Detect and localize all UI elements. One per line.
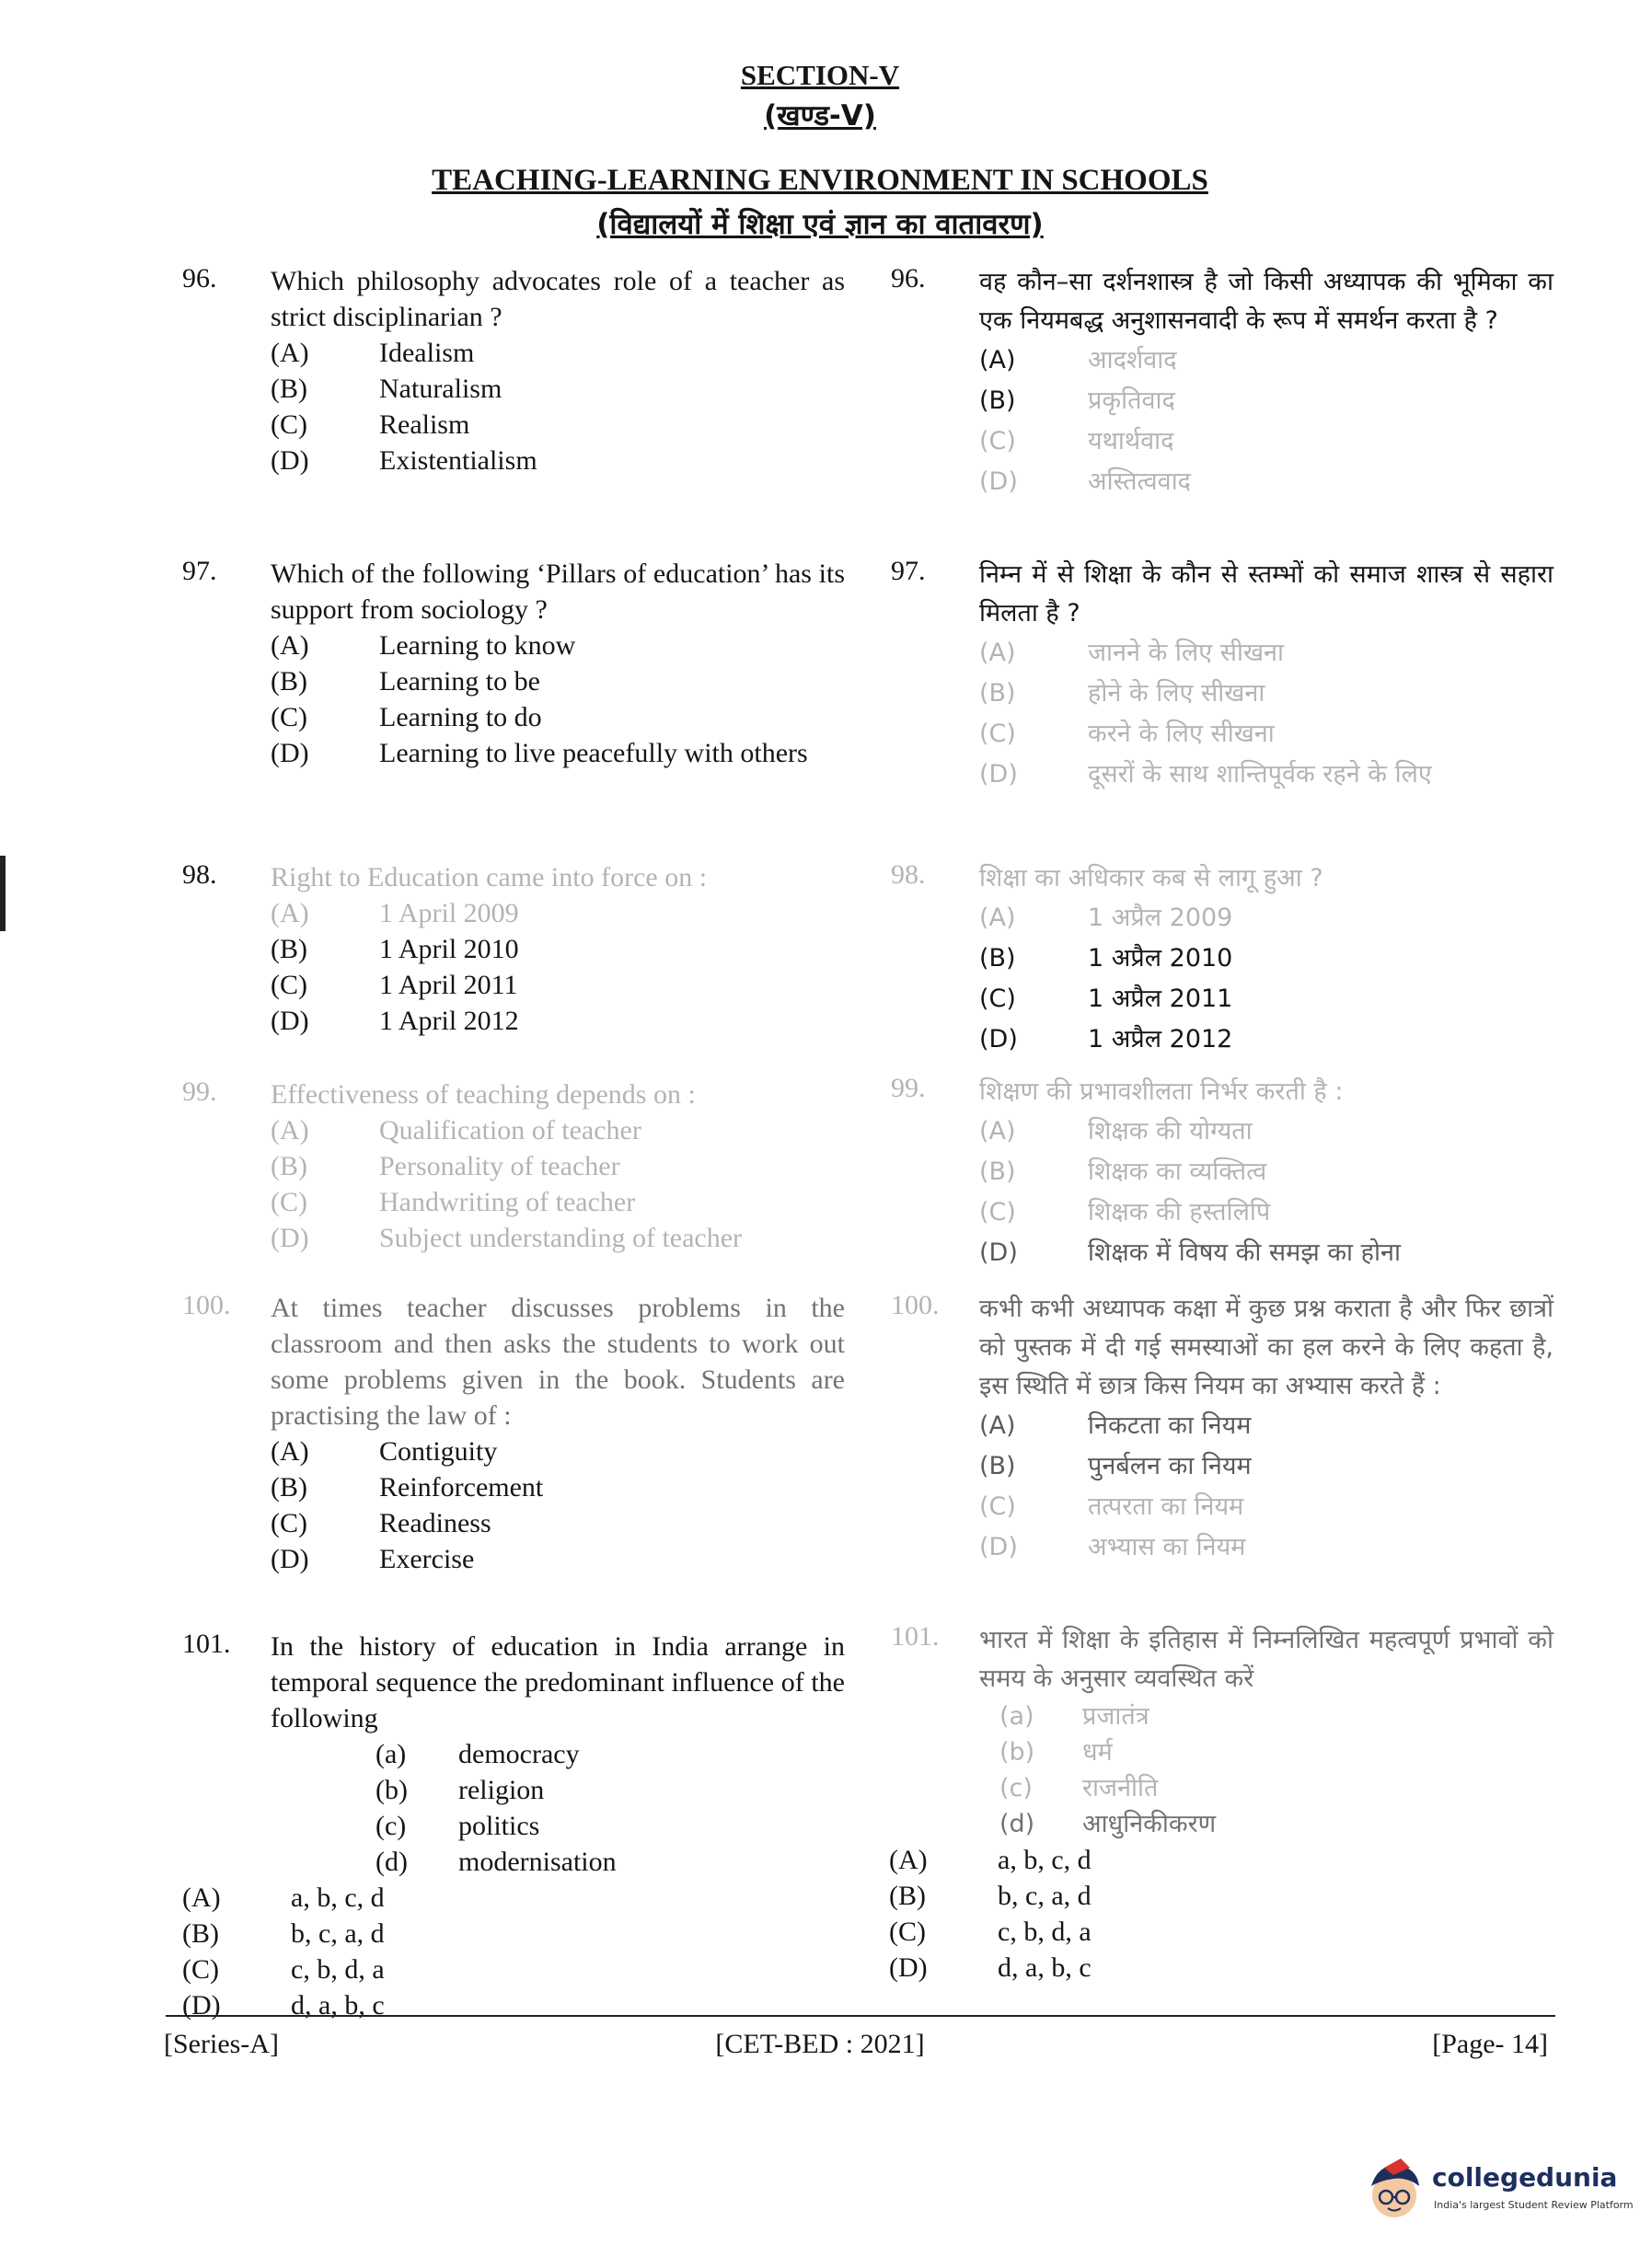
option-b: (B) b, c, a, d <box>182 1918 385 1949</box>
question-number: 100. <box>891 1290 940 1320</box>
options <box>182 1880 845 2023</box>
item-a: (a) democracy <box>375 1739 580 1769</box>
option-b: (B) पुनर्बलन का नियम <box>979 1452 1252 1480</box>
footer-page-number: [Page- 14] <box>1432 2029 1548 2059</box>
option-a: (A) 1 April 2009 <box>271 898 519 928</box>
part-title-hindi: (विद्यालयों में शिक्षा एवं ज्ञान का वातावरण) <box>596 208 1044 241</box>
question-text: शिक्षा का अधिकार कब से लागू हुआ ? <box>979 864 1323 892</box>
question-97-hindi <box>891 556 1553 795</box>
option-c: (C) c, b, d, a <box>889 1917 1091 1947</box>
options <box>979 1406 1553 1568</box>
option-b: (B) 1 April 2010 <box>271 934 519 964</box>
option-d: (D) d, a, b, c <box>182 1990 385 2020</box>
question-99 <box>182 1076 845 1256</box>
option-c: (C) 1 अप्रैल 2011 <box>979 984 1233 1013</box>
question-text: कभी कभी अध्यापक कक्षा में कुछ प्रश्न कराता है और फिर छात्रों को पुस्तक में दी गई समस्याओं का हल करने के लिए कहता है, इस स्थिति में छात्र किस नियम का अभ्यास करते हैं : <box>979 1295 1553 1400</box>
option-a: (A) जानने के लिए सीखना <box>979 639 1285 667</box>
option-d: (D) शिक्षक में विषय की समझ का होना <box>979 1238 1401 1267</box>
option-d: (D) अस्तित्ववाद <box>979 467 1192 496</box>
question-text: निम्न में से शिक्षा के कौन से स्तम्भों को समाज शास्त्र से सहारा मिलता है ? <box>979 560 1553 627</box>
mascot-icon <box>1360 2155 1428 2223</box>
question-98 <box>182 859 845 1039</box>
question-number: 96. <box>891 263 926 294</box>
question-text: Which philosophy advocates role of a teacher as strict disciplinarian ? <box>271 266 845 332</box>
option-c: (C) 1 April 2011 <box>271 970 518 1000</box>
option-c: (C) करने के लिए सीखना <box>979 720 1275 748</box>
scan-edge-mark <box>0 856 6 931</box>
question-101-hindi <box>891 1621 1553 1986</box>
option-b: (B) Reinforcement <box>271 1472 544 1502</box>
option-b: (B) Learning to be <box>271 666 540 697</box>
option-d: (D) 1 अप्रैल 2012 <box>979 1025 1233 1053</box>
item-c: (c) राजनीति <box>999 1774 1159 1802</box>
sequence-items <box>375 1736 845 1880</box>
option-b: (B) 1 अप्रैल 2010 <box>979 944 1233 973</box>
section-title: SECTION-V <box>740 59 900 91</box>
option-d: (D) 1 April 2012 <box>271 1006 519 1036</box>
options <box>979 898 1553 1060</box>
options <box>271 335 845 478</box>
item-d: (d) modernisation <box>375 1847 617 1877</box>
option-a: (A) आदर्शवाद <box>979 346 1177 374</box>
option-b: (B) प्रकृतिवाद <box>979 386 1175 415</box>
option-b: (B) Personality of teacher <box>271 1151 620 1181</box>
option-c: (C) Readiness <box>271 1508 491 1538</box>
part-title: TEACHING-LEARNING ENVIRONMENT IN SCHOOLS <box>432 164 1208 197</box>
option-d: (D) d, a, b, c <box>889 1952 1091 1983</box>
options <box>271 1112 845 1256</box>
question-100-hindi <box>891 1290 1553 1568</box>
question-97 <box>182 556 845 771</box>
option-a: (A) Contiguity <box>271 1436 498 1467</box>
item-d: (d) आधुनिकीकरण <box>999 1810 1217 1838</box>
option-b: (B) Naturalism <box>271 374 502 404</box>
question-text: Which of the following ‘Pillars of education’ has its support from sociology ? <box>271 558 845 625</box>
option-a: (A) Idealism <box>271 338 475 368</box>
option-d: (D) Subject understanding of teacher <box>271 1223 743 1253</box>
question-number: 97. <box>891 556 926 586</box>
question-text: शिक्षण की प्रभावशीलता निर्भर करती है : <box>979 1077 1344 1106</box>
brand-tagline: India's largest Student Review Platform <box>1434 2199 1634 2211</box>
question-number: 98. <box>891 859 926 890</box>
options <box>979 633 1553 795</box>
question-text: वह कौन–सा दर्शनशास्त्र है जो किसी अध्यापक की भूमिका का एक नियमबद्ध अनुशासनवादी के रूप में समर्थन करता है ? <box>979 268 1553 335</box>
option-b: (B) शिक्षक का व्यक्तित्व <box>979 1157 1267 1186</box>
option-c: (C) Learning to do <box>271 702 542 732</box>
brand-name: collegedunia <box>1432 2162 1618 2193</box>
question-98-hindi <box>891 859 1553 1060</box>
option-b: (B) होने के लिए सीखना <box>979 679 1265 708</box>
question-number: 99. <box>182 1076 217 1107</box>
question-number: 101. <box>891 1621 940 1652</box>
options <box>271 627 845 771</box>
question-number: 98. <box>182 859 217 890</box>
question-number: 99. <box>891 1073 926 1103</box>
option-c: (C) Realism <box>271 409 470 440</box>
option-a: (A) Qualification of teacher <box>271 1115 641 1146</box>
option-a: (A) निकटता का नियम <box>979 1411 1252 1440</box>
option-c: (C) शिक्षक की हस्तलिपि <box>979 1198 1271 1226</box>
item-a: (a) प्रजातंत्र <box>999 1702 1149 1731</box>
question-text: At times teacher discusses problems in the classroom and then asks the students to work out some problems given in the book. Students are practising the law of : <box>271 1293 845 1431</box>
sequence-items <box>999 1698 1553 1842</box>
item-b: (b) religion <box>375 1775 545 1805</box>
footer-series: [Series-A] <box>164 2029 279 2059</box>
option-c: (C) c, b, d, a <box>182 1954 385 1985</box>
question-number: 100. <box>182 1290 231 1320</box>
options <box>979 1111 1553 1273</box>
options <box>889 1842 1553 1986</box>
option-d: (D) Existentialism <box>271 445 537 476</box>
footer-rule <box>166 2015 1555 2017</box>
question-number: 97. <box>182 556 217 586</box>
question-99-hindi <box>891 1073 1553 1273</box>
option-a: (A) 1 अप्रैल 2009 <box>979 904 1233 932</box>
option-d: (D) Exercise <box>271 1544 475 1574</box>
section-title-hindi: (खण्ड-V) <box>764 99 876 132</box>
footer-exam: [CET-BED : 2021] <box>715 2029 925 2059</box>
question-number: 101. <box>182 1629 231 1659</box>
option-c: (C) Handwriting of teacher <box>271 1187 636 1217</box>
option-b: (B) b, c, a, d <box>889 1881 1091 1911</box>
question-96-hindi <box>891 263 1553 502</box>
option-c: (C) तत्परता का नियम <box>979 1492 1244 1521</box>
question-text: भारत में शिक्षा के इतिहास में निम्नलिखित महत्वपूर्ण प्रभावों को समय के अनुसार व्यवस्थित करें <box>979 1626 1553 1693</box>
question-text: In the history of education in India arrange in temporal sequence the predominant influence of the following <box>271 1631 845 1733</box>
question-text: Effectiveness of teaching depends on : <box>271 1079 696 1110</box>
options <box>979 340 1553 502</box>
option-a: (A) a, b, c, d <box>182 1882 385 1913</box>
question-100 <box>182 1290 845 1577</box>
item-c: (c) politics <box>375 1811 540 1841</box>
item-b: (b) धर्म <box>999 1738 1113 1767</box>
collegedunia-watermark <box>1360 2153 1634 2227</box>
option-a: (A) Learning to know <box>271 630 576 661</box>
question-101 <box>182 1629 845 2023</box>
options <box>271 1433 845 1577</box>
option-a: (A) a, b, c, d <box>889 1845 1091 1875</box>
option-c: (C) यथार्थवाद <box>979 427 1174 455</box>
option-d: (D) Learning to live peacefully with others <box>271 738 808 768</box>
option-d: (D) अभ्यास का नियम <box>979 1533 1246 1561</box>
question-text: Right to Education came into force on : <box>271 862 708 892</box>
options <box>271 895 845 1039</box>
question-number: 96. <box>182 263 217 294</box>
option-a: (A) शिक्षक की योग्यता <box>979 1117 1253 1146</box>
option-d: (D) दूसरों के साथ शान्तिपूर्वक रहने के लिए <box>979 760 1432 789</box>
question-96 <box>182 263 845 478</box>
